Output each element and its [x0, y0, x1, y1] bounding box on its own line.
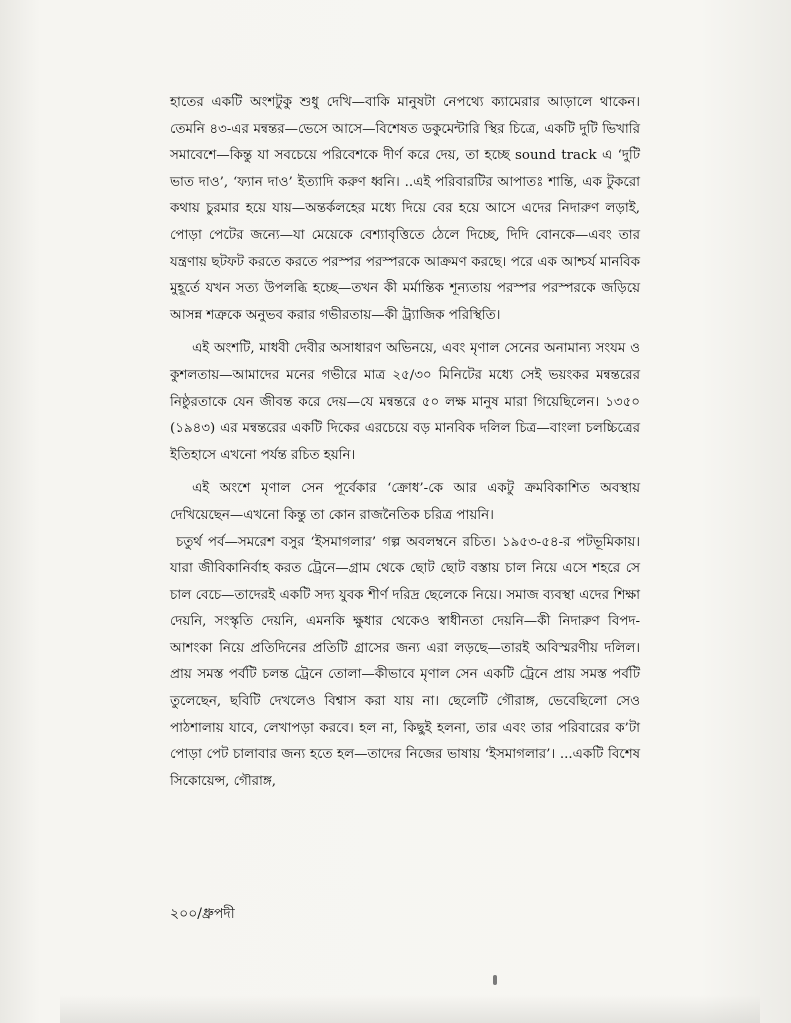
paragraph-2: এই অংশটি, মাধবী দেবীর অসাধারণ অভিনয়ে, এবং মৃণাল সেনের অনামান্য সংযম ও কুশলতায়—আমাদের মনের গভীরে মাত্র ২৫/৩০ মিনিটের মধ্যে সেই ভয়ংকর মন্বন্তরের নিষ্ঠুরতাকে যেন জীবন্ত করে দেয়—যে মন্বন্তরে ৫০ লক্ষ মানুষ মারা গিয়েছিলেন। ১৩৫০ (১৯৪৩) এর মন্বন্তরের একটি দিকের এরচেয়ে বড় মানবিক দলিল চিত্র—বাংলা চলচ্চিত্রের ইতিহাসে এখনো পর্যন্ত রচিত হয়নি। [170, 341, 640, 463]
paragraph-1: হাতের একটি অংশটুকু শুধু দেখি—বাকি মানুষটা নেপথ্যে ক্যামেরার আড়ালে থাকেন। তেমনি ৪৩-এর মন্বন্তর—ভেসে আসে—বিশেষত ডকুমেন্টারি স্থির চিত্রে, একটি দুটি ভিখারি সমাবেশে—কিন্তু যা সবচেয়ে পরিবেশকে দীর্ণ করে দেয়, তা হচ্ছে sound track এ ‘দুটি ভাত দাও’, ‘ফ্যান দাও’ ইত্যাদি করুণ ধ্বনি। ..এই পরিবারটির আপাতঃ শান্তি, এক টুকরো কথায় চুরমার হয়ে যায়—অন্তর্কলহের মধ্যে দিয়ে বের হয়ে আসে এদের নিদারুণ লড়াই, পোড়া পেটের জন্যে—যা মেয়েকে বেশ্যাবৃত্তিতে ঠেলে দিচ্ছে, দিদি বোনকে—এবং তার যন্ত্রণায় ছটফট করতে করতে পরস্পর পরস্পরকে আক্রমণ করছে। পরে এক আশ্চর্য মানবিক মুহূর্তে যখন সত্য উপলব্ধি হচ্ছে—তখন কী মর্মান্তিক শূন্যতায় পরস্পর পরস্পরকে জড়িয়ে আসন্ন শত্রুকে অনুভব করার গভীরতায়—কী ট্র্যাজিক পরিস্থিতি। [170, 95, 640, 323]
page-footer [170, 904, 235, 924]
paragraph-4: চতুর্থ পর্ব—সমরেশ বসুর ‘ইসমাগলার’ গল্প অবলম্বনে রচিত। ১৯৫৩-৫৪-র পটভূমিকায়। যারা জীবিকানির্বাহ করত ট্রেনে—গ্রাম থেকে ছোট ছোট বস্তায় চাল নিয়ে এসে শহরে সে চাল বেচে—তাদেরই একটি সদ্য যুবক শীর্ণ দরিদ্র ছেলেকে নিয়ে। সমাজ ব্যবস্থা এদের শিক্ষা দেয়নি, সংস্কৃতি দেয়নি, এমনকি ক্ষুধার থেকেও স্বাধীনতা দেয়নি—কী নিদারুণ বিপদ-আশংকা নিয়ে প্রতিদিনের প্রতিটি গ্রাসের জন্য এরা লড়ছে—তারই অবিস্মরণীয় দলিল। প্রায় সমস্ত পর্বটি চলন্ত ট্রেনে তোলা—কীভাবে মৃণাল সেন একটি ট্রেনে প্রায় সমস্ত পর্বটি তুলেছেন, ছবিটি দেখলেও বিশ্বাস করা যায় না। ছেলেটি গৌরাঙ্গ, ভেবেছিলো সেও পাঠশালায় যাবে, লেখাপড়া করবে। হল না, কিছুই হলনা, তার এবং তার পরিবারের ক’টা পোড়া পেট চালাবার জন্য হতে হল—তাদের নিজের ভাষায় ‘ইসমাগলার’। ...একটি বিশেষ সিকোয়েন্স, গৌরাঙ্গ, [170, 534, 640, 789]
paragraph-3: এই অংশে মৃণাল সেন পূর্বেকার ‘ক্রোধ’-কে আর একটু ক্রমবিকাশিত অবস্থায় দেখিয়েছেন—এখনো কিন্তু তা কোন রাজনৈতিক চরিত্র পায়নি। [170, 481, 640, 523]
scan-smudge [60, 995, 760, 1023]
scan-speck [493, 975, 497, 985]
body-text [170, 90, 640, 795]
page-number-label: ২০০/ধ্রুপদী [170, 906, 235, 922]
